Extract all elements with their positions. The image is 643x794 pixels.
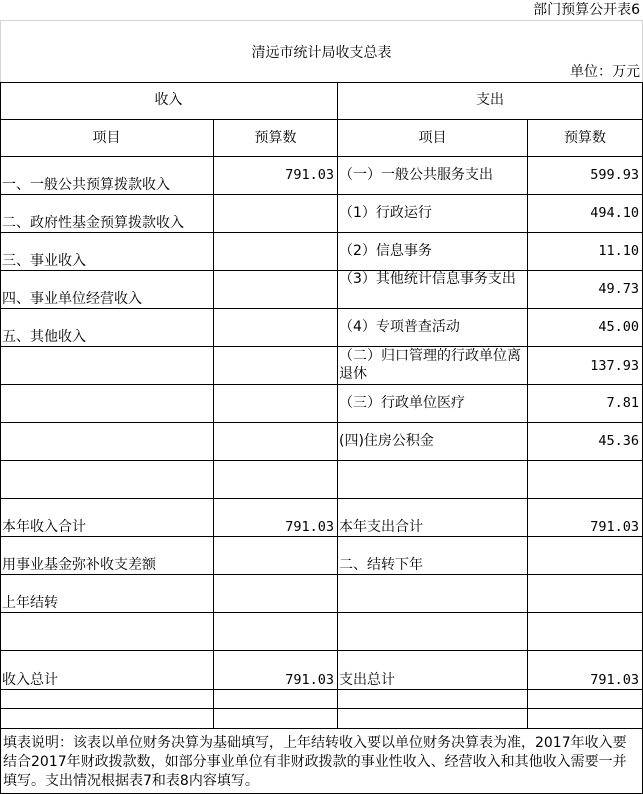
footnote: 填表说明：该表以单位财务决算为基础填写，上年结转收入要以单位财务决算表为准，2017年收入要结合2017年财政拨款数，如部分事业单位有非财政拨款的事业性收入、经营收入和其他收入需要一并填写。支出情况根据表7和表8内容填写。 (3, 735, 627, 789)
section-expense: 支出 (476, 92, 504, 108)
expense-amount: 137.93 (590, 358, 639, 374)
income-item: 四、事业单位经营收入 (2, 291, 142, 307)
expense-amount: 599.93 (590, 167, 639, 183)
gridline (0, 20, 643, 21)
income-amount: 791.03 (285, 519, 334, 535)
income-item: 三、事业收入 (2, 253, 86, 269)
section-income: 收入 (154, 92, 183, 108)
expense-item: （1）行政运行 (339, 205, 432, 221)
column-header-expense-amount: 预算数 (564, 130, 606, 146)
income-item: 二、政府性基金预算拨款收入 (2, 215, 184, 231)
expense-item: （3）其他统计信息事务支出 (339, 271, 516, 287)
table-border-top (0, 82, 643, 83)
expense-item: （4）专项普查活动 (339, 319, 460, 335)
income-amount: 791.03 (285, 167, 334, 183)
income-item: 上年结转 (2, 595, 58, 611)
expense-item: （2）信息事务 (339, 243, 432, 259)
expense-item: 二、结转下年 (339, 557, 423, 573)
expense-amount: 791.03 (590, 672, 639, 688)
page-title: 清远市统计局收支总表 (251, 45, 392, 61)
expense-amount: 494.10 (590, 205, 639, 221)
expense-amount: 49.73 (598, 281, 639, 297)
expense-amount: 11.10 (598, 243, 639, 259)
column-header-expense-item: 项目 (418, 130, 447, 146)
income-item: 五、其他收入 (2, 329, 86, 345)
expense-item: （一）一般公共服务支出 (339, 167, 493, 183)
expense-amount: 7.81 (606, 395, 639, 411)
expense-item: （二）归口管理的行政单位离退休 (339, 348, 521, 382)
expense-item: （三）行政单位医疗 (339, 395, 465, 411)
expense-amount: 45.00 (598, 319, 639, 335)
expense-item: 本年支出合计 (339, 519, 423, 535)
expense-item: 支出总计 (339, 672, 395, 688)
income-item: 一、一般公共预算拨款收入 (2, 177, 170, 193)
expense-item: (四)住房公积金 (339, 433, 434, 449)
doc-tag: 部门预算公开表6 (533, 2, 640, 18)
income-amount: 791.03 (285, 672, 334, 688)
expense-amount: 791.03 (590, 519, 639, 535)
income-item: 用事业基金弥补收支差额 (2, 557, 156, 573)
column-header-income-item: 项目 (92, 130, 121, 146)
expense-amount: 45.36 (598, 433, 639, 449)
income-item: 本年收入合计 (2, 519, 86, 535)
column-header-income-amount: 预算数 (254, 130, 297, 146)
income-item: 收入总计 (2, 672, 58, 688)
unit-label: 单位：万元 (570, 64, 640, 80)
